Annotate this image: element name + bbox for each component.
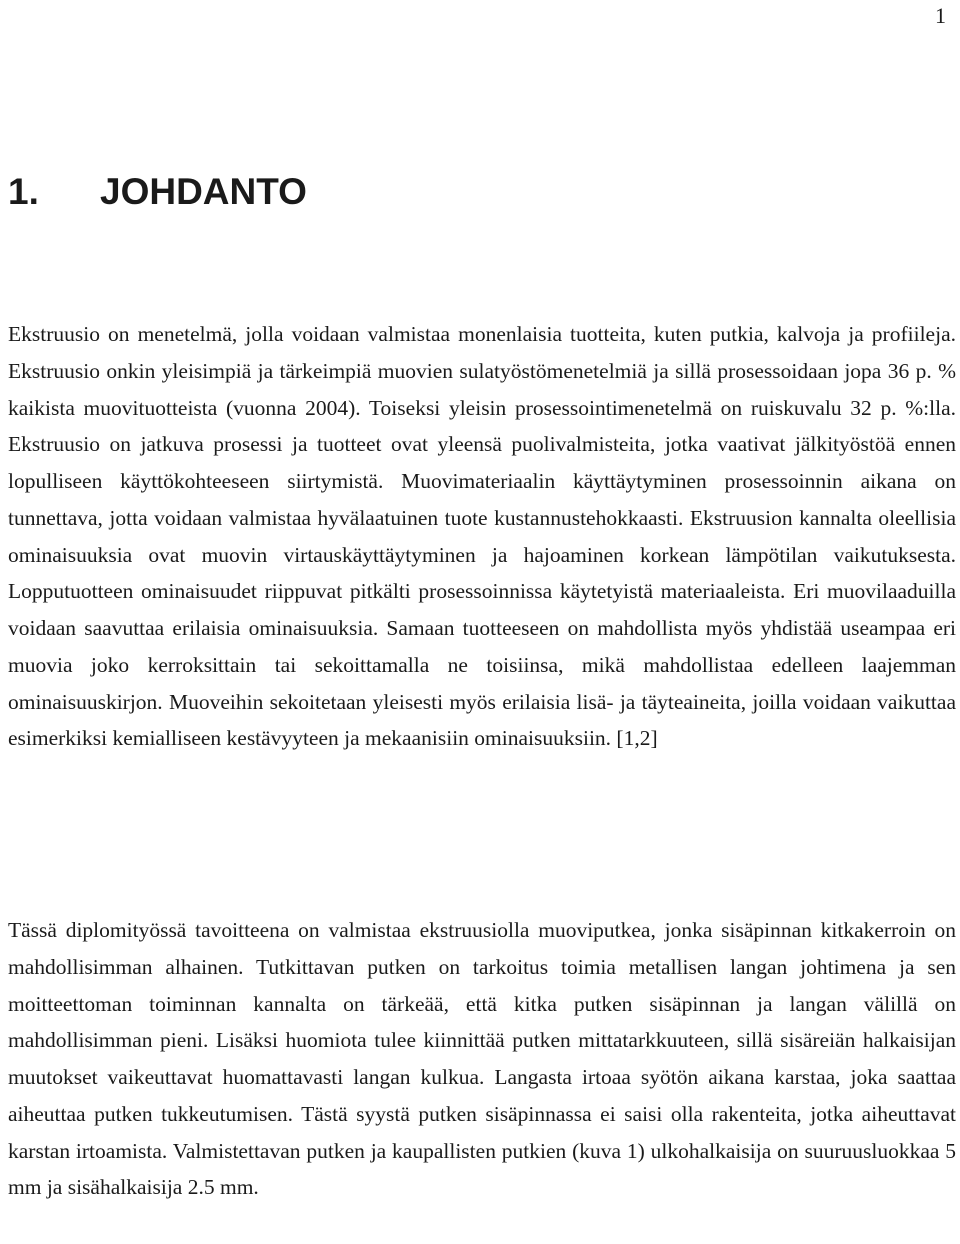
chapter-number: 1. xyxy=(8,171,39,212)
chapter-title: JOHDANTO xyxy=(100,171,307,212)
paragraph: Ekstruusio on menetelmä, jolla voidaan valmistaa monenlaisia tuotteita, kuten putkia, kalvoja ja profiileja. Ekstruusio onkin yleisimpiä ja tärkeimpiä muovien sulatyöstömenetelmiä ja sillä prosessoidaan jopa 36 p. % kaikista muovituotteista (vuonna 2004). Toiseksi yleisin prosessointimenetelmä on ruiskuvalu 32 p. %:lla. Ekstruusio on jatkuva prosessi ja tuotteet ovat yleensä puolivalmisteita, jotka vaativat jälkityöstöä ennen lopulliseen käyttökohteeseen siirtymistä. Muovimateriaalin käyttäytyminen prosessoinnin aikana on tunnettava, jotta voidaan valmistaa hyvälaatuinen tuote kustannustehokkaasti. Ekstruusion kannalta oleellisia ominaisuuksia ovat muovin virtauskäyttäytyminen ja hajoaminen korkean lämpötilan vaikutuksesta. Lopputuotteen ominaisuudet riippuvat pitkälti prosessoinnissa käytetyistä materiaaleista. Eri muovilaaduilla voidaan saavuttaa erilaisia ominaisuuksia. Samaan tuotteeseen on mahdollista myös yhdistää useampaa eri muovia joko kerroksittain tai sekoittamalla ne toisiinsa, mikä mahdollistaa edelleen laajemman ominaisuuskirjon. Muoveihin sekoitetaan yleisesti myös erilaisia lisä- ja täyteaineita, joilla voidaan vaikuttaa esimerkiksi kemialliseen kestävyyteen ja mekaanisiin ominaisuuksiin. [1,2] xyxy=(8,322,956,751)
chapter-heading xyxy=(8,170,307,214)
paragraph: Tässä diplomityössä tavoitteena on valmistaa ekstruusiolla muoviputkea, jonka sisäpinnan kitkakerroin on mahdollisimman alhainen. Tutkittavan putken on tarkoitus toimia metallisen langan johtimena ja sen moitteettoman toiminnan kannalta on tärkeää, että kitka putken sisäpinnan ja langan välillä on mahdollisimman pieni. Lisäksi huomiota tulee kiinnittää putken mittatarkkuuteen, sillä sisäreiän halkaisijan muutokset vaikeuttavat huomattavasti langan kulkua. Langasta irtoaa syötön aikana karstaa, joka saattaa aiheuttaa putken tukkeutumisen. Tästä syystä putken sisäpinnassa ei saisi olla rakenteita, jotka aiheuttavat karstan irtoamista. Valmistettavan putken ja kaupallisten putkien (kuva 1) ulkohalkaisija on suuruusluokkaa 5 mm ja sisähalkaisija 2.5 mm. xyxy=(8,918,956,1200)
paragraph-2-block xyxy=(8,912,956,1206)
page-number: 1 xyxy=(935,3,946,28)
paragraph-1-block xyxy=(8,316,956,757)
